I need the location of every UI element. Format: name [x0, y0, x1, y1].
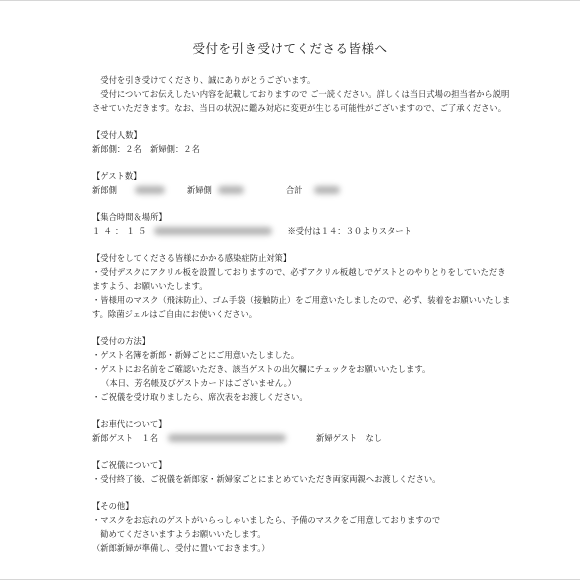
- document-body: [92, 73, 512, 555]
- other-item: 勧めてくださいますようお願いいたします。: [92, 529, 266, 539]
- other-item: （新郎新婦が準備し、受付に置いておきます。）: [92, 543, 270, 553]
- other-section: [92, 499, 512, 555]
- infection-section: [92, 251, 512, 321]
- meeting-header: 【集合時間＆場所】: [92, 212, 167, 222]
- guest-count-bride-label: 新婦側: [186, 185, 212, 195]
- other-item: ・マスクをお忘れのゲストがいらっしゃいましたら、予備のマスクをご用意しておりますので: [92, 515, 441, 525]
- method-section: [92, 334, 512, 404]
- reception-count-section: [92, 128, 512, 156]
- gifts-header: 【ご祝儀について】: [92, 460, 167, 470]
- method-item: ・ゲスト名簿を新郎・新婦ごとにご用意いたしました。: [92, 350, 300, 360]
- redacted-name: [168, 434, 286, 442]
- document-title: 受付を引き受けてくださる皆様へ: [192, 41, 388, 56]
- method-header: 【受付の方法】: [92, 336, 151, 346]
- other-header: 【その他】: [92, 501, 134, 511]
- guest-count-row: [92, 183, 512, 197]
- car-fare-header: 【お車代について】: [92, 419, 167, 429]
- reception-count-line: 新郎側：２名 新婦側：２名: [92, 144, 200, 154]
- infection-item: ・皆様用のマスク（飛沫防止）、ゴム手袋（接触防止）をご用意いたしましたので、必ず、装着をお願いいたします。除菌ジェルはご自由にお使いください。: [92, 295, 511, 319]
- car-fare-row: [92, 431, 512, 445]
- method-item: ・ゲストにお名前をご確認いただき、該当ゲストの出欠欄にチェックをお願いいたします。: [92, 364, 431, 374]
- intro-paragraph-1: 受付を引き受けてくださり、誠にありがとうございます。: [100, 75, 316, 85]
- redacted-place: [154, 227, 272, 235]
- meeting-row: [92, 224, 512, 238]
- intro-paragraph-2: 受付についてお伝えしたい内容を記載しておりますので ご一読ください。詳しくは当日式場の担当者から説明させていただきます。なお、当日の状況に鑑み対応に変更が生じる可能性がございますので、ご了承ください。: [92, 89, 510, 113]
- guest-count-section: [92, 169, 512, 197]
- redacted-value: [135, 186, 165, 194]
- method-item: （本日、芳名帳及びゲストカードはございません。）: [101, 378, 297, 388]
- guest-count-groom-label: 新郎側: [92, 185, 117, 195]
- gifts-section: [92, 458, 512, 486]
- reception-count-header: 【受付人数】: [92, 130, 142, 140]
- redacted-value: [218, 186, 244, 194]
- car-fare-groom: 新郎ゲスト １名: [92, 433, 159, 443]
- meeting-time: １４：１５: [92, 226, 150, 236]
- meeting-section: [92, 210, 512, 238]
- infection-header: 【受付をしてくださる皆様にかかる感染症防止対策】: [92, 253, 292, 263]
- gifts-line: ・受付終了後、ご祝儀を新郎家・新婦家ごとにまとめていただき両家両親へお渡しください。: [92, 474, 441, 484]
- infection-item: ・受付デスクにアクリル板を設置しておりますので、必ずアクリル板越しでゲストとのやりとりをしていただきますよう、お願いいたします。: [92, 267, 506, 291]
- car-fare-section: [92, 417, 512, 445]
- method-item: ・ご祝儀を受け取りましたら、席次表をお渡しください。: [92, 392, 308, 402]
- guest-count-header: 【ゲスト数】: [92, 171, 142, 181]
- redacted-value: [314, 186, 340, 194]
- car-fare-bride: 新婦ゲスト なし: [316, 433, 383, 443]
- guest-count-total-label: 合計: [285, 185, 303, 195]
- meeting-note: ※受付は１４：３０よりスタート: [287, 226, 412, 236]
